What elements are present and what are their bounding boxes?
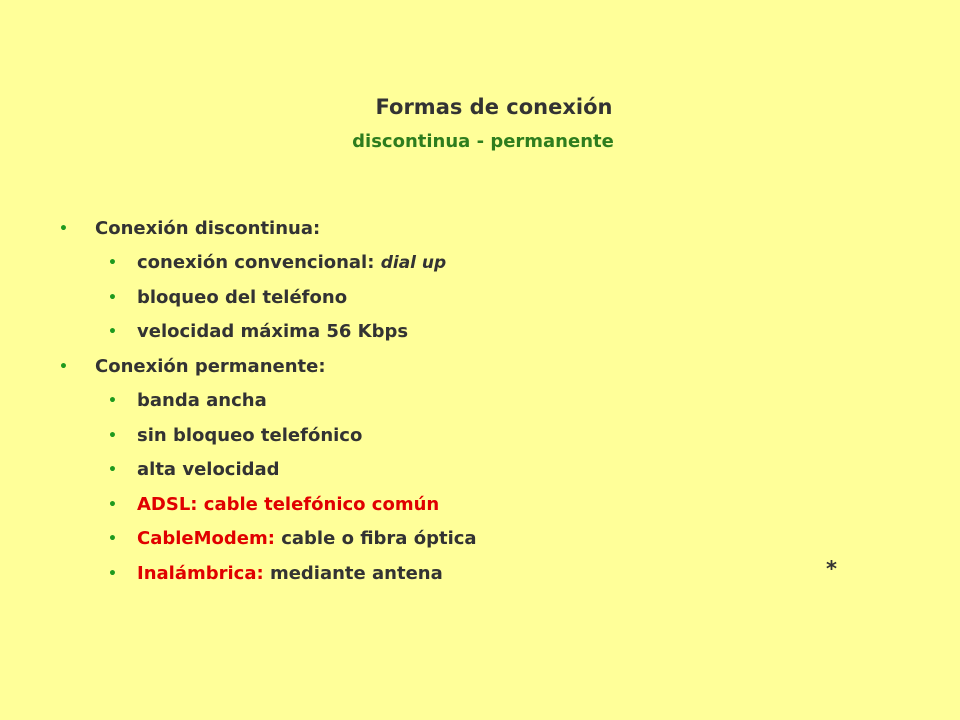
list-item-label: conexión convencional: <box>137 252 381 273</box>
bullet-icon: • <box>108 428 117 444</box>
list-item-label: ADSL: cable telefónico común <box>137 494 440 515</box>
list-item-italic: dial up <box>380 253 447 273</box>
slide-title: Formas de conexión <box>375 95 613 119</box>
list-item-highlight: CableModem: <box>137 528 275 549</box>
list-item-no-phone-block <box>108 424 363 448</box>
list-item-wireless <box>108 562 443 586</box>
bullet-icon: • <box>108 462 117 478</box>
asterisk-mark: * <box>826 557 837 581</box>
list-item-highlight: Inalámbrica: <box>137 563 264 584</box>
list-item-adsl <box>108 493 440 517</box>
list-item-dialup <box>108 251 447 275</box>
list-item-label: sin bloqueo telefónico <box>137 425 363 446</box>
list-item-label: Conexión discontinua: <box>95 218 321 239</box>
bullet-icon: • <box>108 531 117 547</box>
list-item-max-speed <box>108 320 409 344</box>
list-item-cablemodem <box>108 527 477 551</box>
list-item-permanent <box>59 355 326 379</box>
list-item-label: velocidad máxima 56 Kbps <box>137 321 409 342</box>
bullet-icon: • <box>108 393 117 409</box>
slide-subtitle: discontinua - permanente <box>352 131 614 152</box>
bullet-icon: • <box>59 221 68 237</box>
bullet-icon: • <box>108 290 117 306</box>
bullet-icon: • <box>108 255 117 271</box>
bullet-icon: • <box>108 324 117 340</box>
bullet-icon: • <box>108 497 117 513</box>
list-item-label: banda ancha <box>137 390 267 411</box>
list-item-broadband <box>108 389 267 413</box>
bullet-icon: • <box>108 566 117 582</box>
list-item-label: bloqueo del teléfono <box>137 287 348 308</box>
list-item-label: Conexión permanente: <box>95 356 326 377</box>
list-item-label: mediante antena <box>263 563 443 584</box>
list-item-discontinuous <box>59 217 321 241</box>
list-item-label: cable o fibra óptica <box>274 528 477 549</box>
bullet-icon: • <box>59 359 68 375</box>
list-item-high-speed <box>108 458 280 482</box>
list-item-label: alta velocidad <box>137 459 280 480</box>
list-item-phone-block <box>108 286 348 310</box>
